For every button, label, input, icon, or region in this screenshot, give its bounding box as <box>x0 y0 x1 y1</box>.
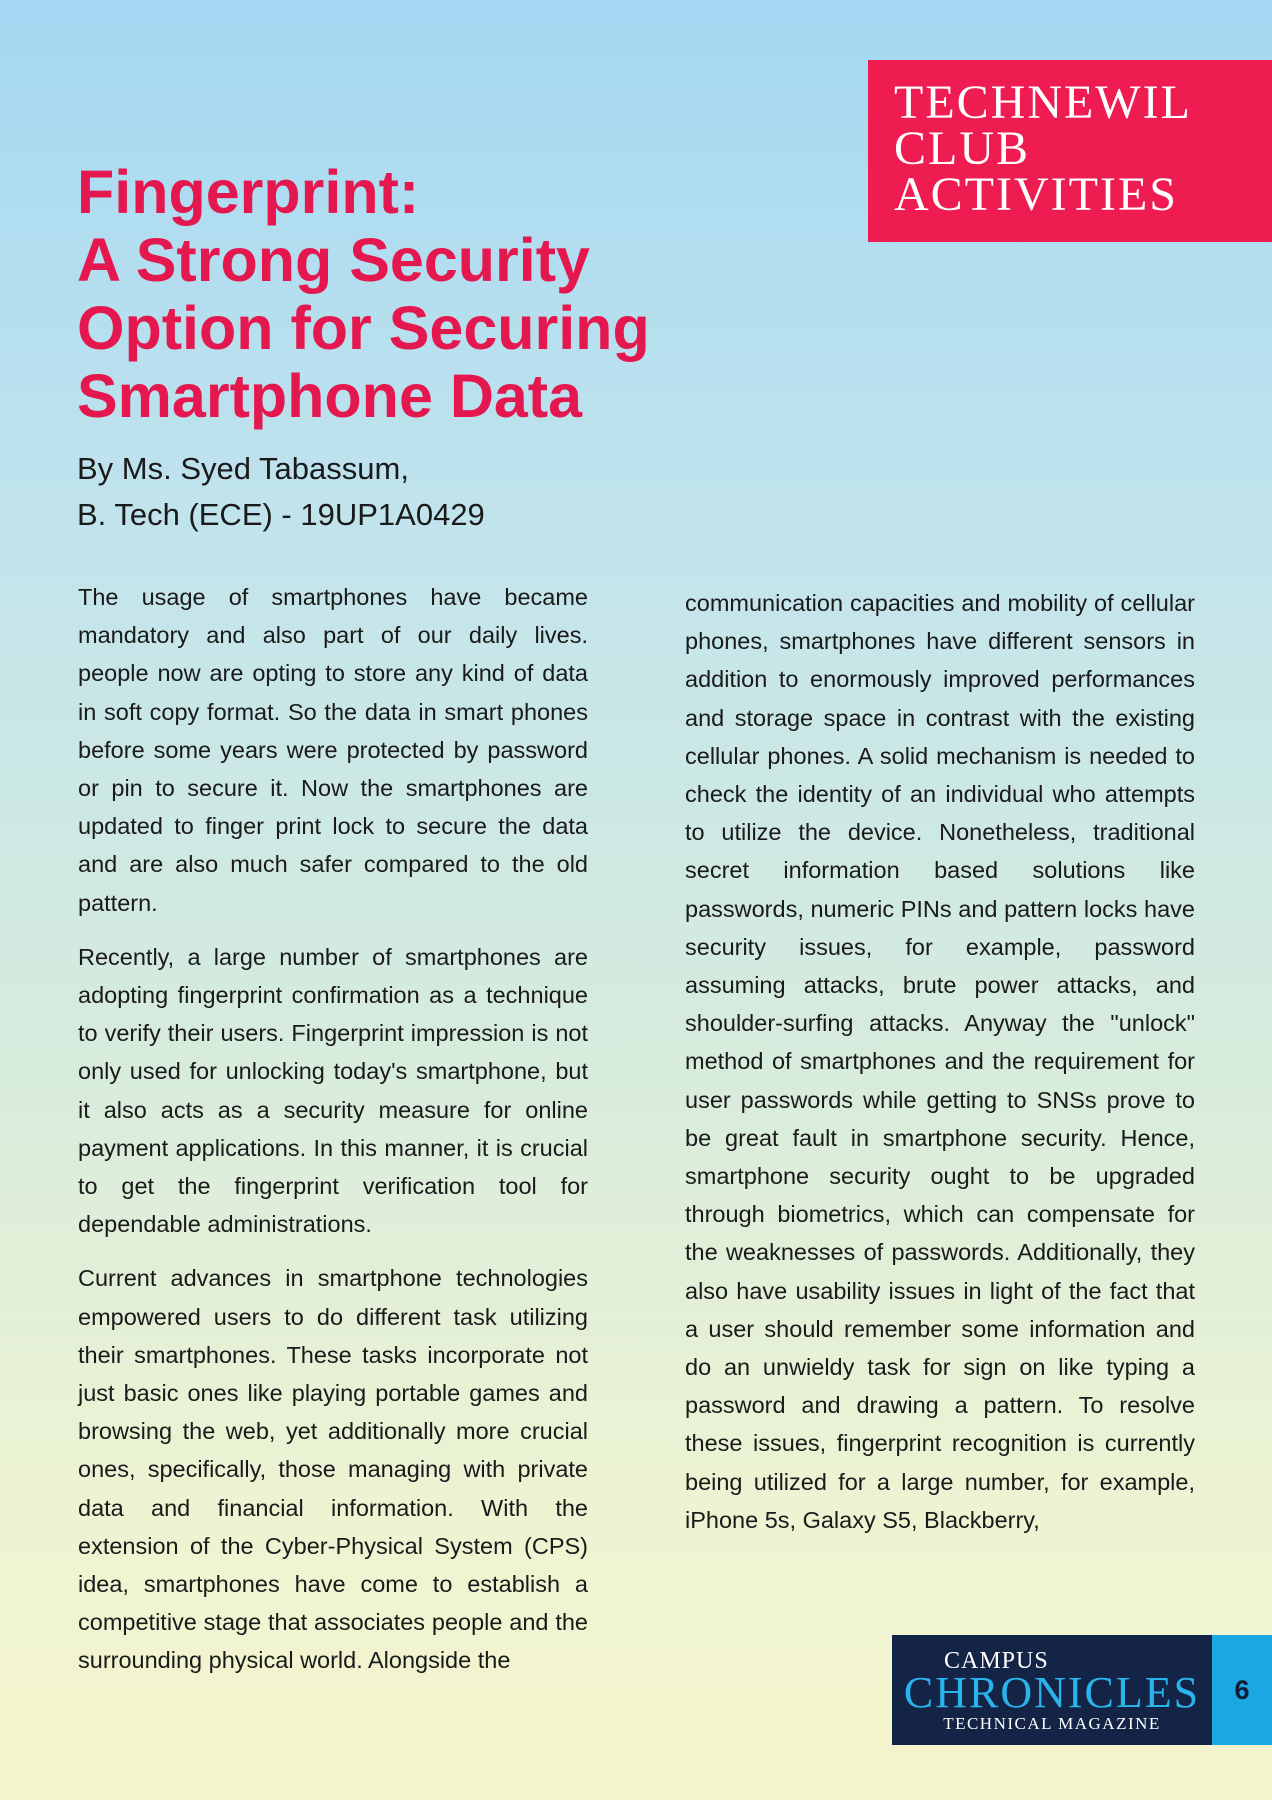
magazine-logo <box>892 1635 1212 1745</box>
body-paragraph: Current advances in smartphone technologies empowered users to do different task utilizing their smartphones. These tasks incorporate not just basic ones like playing portable games and browsing the web, yet additionally more crucial ones, specifically, those managing with private data and financial information. With the extension of the Cyber-Physical System (CPS) idea, smartphones have come to establish a competitive stage that associates people and the surrounding physical world. Alongside the <box>78 1265 588 1674</box>
section-tag-line-1: TECHNEWIL <box>894 76 1192 129</box>
right-column <box>685 584 1195 1555</box>
author-details: B. Tech (ECE) - 19UP1A0429 <box>77 497 485 532</box>
logo-chronicles-text: CHRONICLES <box>903 1668 1201 1717</box>
left-column <box>78 578 588 1696</box>
section-tag-line-2: CLUB <box>894 122 1031 175</box>
logo-subtitle-text: TECHNICAL MAGAZINE <box>943 1714 1161 1733</box>
body-paragraph: communication capacities and mobility of cellular phones, smartphones have different sensors in addition to enormously improved performances and storage space in contrast with the existing cellular phones. A solid mechanism is needed to check the identity of an individual who attempts to utilize the device. Nonetheless, traditional secret information based solutions like passwords, numeric PINs and pattern locks have security issues, for example, password assuming attacks, brute power attacks, and shoulder-surfing attacks. Anyway the "unlock" method of smartphones and the requirement for user passwords while getting to SNSs prove to be great fault in smartphone security. Hence, smartphone security ought to be upgraded through biometrics, which can compensate for the weaknesses of passwords. Additionally, they also have usability issues in light of the fact that a user should remember some information and do an unwieldy task for sign on like typing a password and drawing a pattern. To resolve these issues, fingerprint recognition is currently being utilized for a large number, for example, iPhone 5s, Galaxy S5, Blackberry, <box>685 590 1195 1533</box>
body-paragraph: The usage of smartphones have became mandatory and also part of our daily lives. people now are opting to store any kind of data in soft copy format. So the data in smart phones before some years were protected by password or pin to secure it. Now the smartphones are updated to finger print lock to secure the data and are also much safer compared to the old pattern. <box>78 584 588 916</box>
author-name: By Ms. Syed Tabassum, <box>77 451 409 486</box>
section-tag <box>868 60 1272 242</box>
section-tag-line-3: ACTIVITIES <box>894 168 1178 221</box>
article-title-line: Fingerprint: <box>77 158 420 226</box>
body-paragraph: Recently, a large number of smartphones are adopting fingerprint confirmation as a technique to verify their users. Fingerprint impression is not only used for unlocking today's smartphone, but it also acts as a security measure for online payment applications. In this manner, it is crucial to get the fingerprint verification tool for dependable administrations. <box>78 943 588 1238</box>
article-title-line: Smartphone Data <box>77 362 583 430</box>
article-title-line: A Strong Security <box>77 226 590 294</box>
article-title-line: Option for Securing <box>77 294 650 362</box>
article-title <box>77 158 717 430</box>
logo-campus-text: CAMPUS <box>944 1648 1049 1674</box>
byline <box>77 446 485 538</box>
page-number: 6 <box>1212 1635 1272 1745</box>
